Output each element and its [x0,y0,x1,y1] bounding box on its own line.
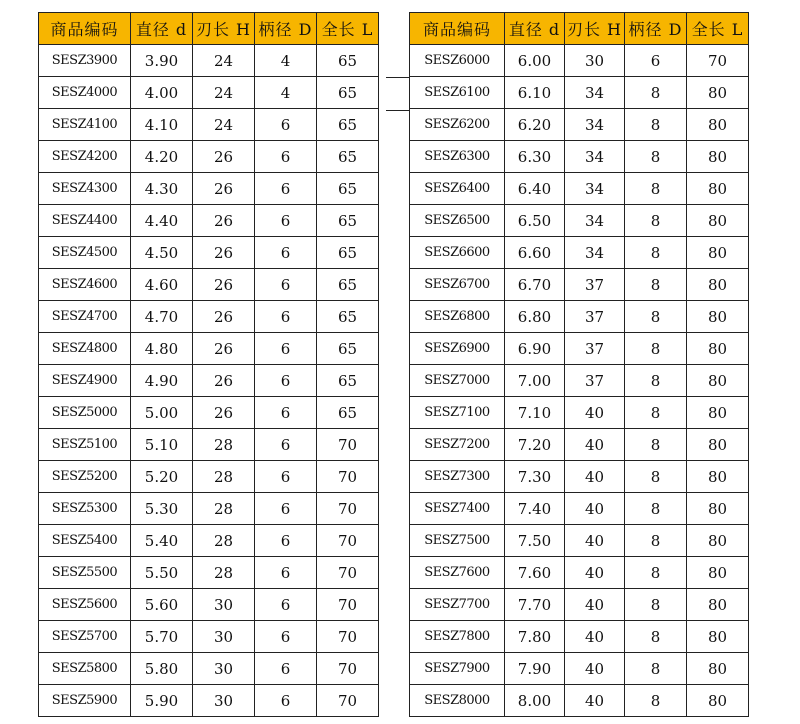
header-blade-length: 刃长 H [193,13,255,45]
table-row [39,109,379,141]
header-product-code: 商品编码 [39,13,131,45]
blade-length-cell: 28 [193,461,255,493]
shank-diameter-cell: 6 [255,333,317,365]
diameter-cell: 4.10 [131,109,193,141]
blade-length-cell: 26 [193,397,255,429]
table-row [39,525,379,557]
overall-length-cell: 65 [317,173,379,205]
blade-length-cell: 40 [565,429,625,461]
blade-length-cell: 24 [193,45,255,77]
overall-length-cell: 80 [687,525,749,557]
diameter-cell: 4.30 [131,173,193,205]
overall-length-cell: 70 [317,621,379,653]
overall-length-cell: 80 [687,77,749,109]
shank-diameter-cell: 8 [625,141,687,173]
blade-length-cell: 37 [565,269,625,301]
diameter-cell: 7.00 [505,365,565,397]
blade-length-cell: 37 [565,365,625,397]
table-row [410,685,749,717]
blade-length-cell: 24 [193,77,255,109]
shank-diameter-cell: 8 [625,333,687,365]
blade-length-cell: 26 [193,365,255,397]
shank-diameter-cell: 6 [255,109,317,141]
blade-length-cell: 40 [565,493,625,525]
blade-length-cell: 28 [193,493,255,525]
product-code-cell: SESZ7900 [410,653,505,685]
shank-diameter-cell: 8 [625,269,687,301]
blade-length-cell: 40 [565,557,625,589]
table-row [39,557,379,589]
diameter-cell: 5.20 [131,461,193,493]
product-code-cell: SESZ6700 [410,269,505,301]
table-row [39,589,379,621]
shank-diameter-cell: 6 [255,429,317,461]
blade-length-cell: 40 [565,621,625,653]
product-code-cell: SESZ8000 [410,685,505,717]
table-row [410,461,749,493]
table-row [410,109,749,141]
table-row [39,269,379,301]
shank-diameter-cell: 6 [255,493,317,525]
shank-diameter-cell: 6 [255,365,317,397]
overall-length-cell: 70 [317,493,379,525]
shank-diameter-cell: 8 [625,301,687,333]
product-code-cell: SESZ7400 [410,493,505,525]
table-row [39,237,379,269]
diameter-cell: 7.40 [505,493,565,525]
table-body-right [410,45,749,717]
table-row [410,365,749,397]
diameter-cell: 4.40 [131,205,193,237]
table-row [410,621,749,653]
blade-length-cell: 40 [565,653,625,685]
product-code-cell: SESZ5000 [39,397,131,429]
blade-length-cell: 30 [193,589,255,621]
table-row [39,653,379,685]
blade-length-cell: 34 [565,237,625,269]
shank-diameter-cell: 8 [625,397,687,429]
table-row [410,589,749,621]
blade-length-cell: 34 [565,109,625,141]
product-code-cell: SESZ6100 [410,77,505,109]
table-row [410,301,749,333]
product-code-cell: SESZ7700 [410,589,505,621]
diameter-cell: 6.00 [505,45,565,77]
shank-diameter-cell: 6 [255,397,317,429]
spec-table-left [38,12,379,717]
product-code-cell: SESZ5900 [39,685,131,717]
table-row [39,45,379,77]
shank-diameter-cell: 8 [625,237,687,269]
diameter-cell: 7.80 [505,621,565,653]
shank-diameter-cell: 8 [625,461,687,493]
overall-length-cell: 80 [687,141,749,173]
diameter-cell: 5.60 [131,589,193,621]
shank-diameter-cell: 8 [625,685,687,717]
product-code-cell: SESZ4500 [39,237,131,269]
shank-diameter-cell: 8 [625,621,687,653]
product-code-cell: SESZ4600 [39,269,131,301]
diameter-cell: 4.00 [131,77,193,109]
product-code-cell: SESZ6500 [410,205,505,237]
overall-length-cell: 80 [687,173,749,205]
shank-diameter-cell: 8 [625,557,687,589]
diameter-cell: 6.20 [505,109,565,141]
overall-length-cell: 65 [317,205,379,237]
blade-length-cell: 34 [565,173,625,205]
diameter-cell: 7.70 [505,589,565,621]
blade-length-cell: 28 [193,525,255,557]
shank-diameter-cell: 8 [625,429,687,461]
table-row [410,493,749,525]
product-code-cell: SESZ4200 [39,141,131,173]
diameter-cell: 6.60 [505,237,565,269]
blade-length-cell: 34 [565,77,625,109]
diameter-cell: 3.90 [131,45,193,77]
shank-diameter-cell: 8 [625,173,687,205]
blade-length-cell: 40 [565,685,625,717]
diameter-cell: 6.80 [505,301,565,333]
shank-diameter-cell: 8 [625,205,687,237]
diameter-cell: 4.50 [131,237,193,269]
diameter-cell: 4.20 [131,141,193,173]
overall-length-cell: 80 [687,461,749,493]
product-code-cell: SESZ7100 [410,397,505,429]
overall-length-cell: 70 [317,557,379,589]
blade-length-cell: 26 [193,141,255,173]
product-code-cell: SESZ5100 [39,429,131,461]
diameter-cell: 6.10 [505,77,565,109]
blade-length-cell: 34 [565,205,625,237]
header-overall-length: 全长 L [687,13,749,45]
overall-length-cell: 65 [317,301,379,333]
overall-length-cell: 70 [687,45,749,77]
product-code-cell: SESZ7300 [410,461,505,493]
table-row [39,301,379,333]
header-product-code: 商品编码 [410,13,505,45]
header-shank-diameter: 柄径 D [255,13,317,45]
diameter-cell: 4.90 [131,365,193,397]
diameter-cell: 8.00 [505,685,565,717]
product-code-cell: SESZ5700 [39,621,131,653]
product-code-cell: SESZ4100 [39,109,131,141]
overall-length-cell: 65 [317,109,379,141]
table-row [410,397,749,429]
product-code-cell: SESZ5600 [39,589,131,621]
table-row [410,45,749,77]
table-row [410,333,749,365]
diameter-cell: 6.50 [505,205,565,237]
diameter-cell: 5.00 [131,397,193,429]
table-row [39,493,379,525]
blade-length-cell: 34 [565,141,625,173]
product-code-cell: SESZ6900 [410,333,505,365]
blade-length-cell: 24 [193,109,255,141]
shank-diameter-cell: 6 [255,205,317,237]
product-code-cell: SESZ7800 [410,621,505,653]
product-code-cell: SESZ5500 [39,557,131,589]
shank-diameter-cell: 8 [625,525,687,557]
blade-length-cell: 26 [193,269,255,301]
table-row [39,365,379,397]
table-row [410,173,749,205]
shank-diameter-cell: 4 [255,77,317,109]
blade-length-cell: 28 [193,429,255,461]
overall-length-cell: 80 [687,269,749,301]
blade-length-cell: 28 [193,557,255,589]
blade-length-cell: 30 [565,45,625,77]
table-row [39,333,379,365]
diameter-cell: 5.50 [131,557,193,589]
product-code-cell: SESZ6300 [410,141,505,173]
blade-length-cell: 40 [565,589,625,621]
diameter-cell: 5.40 [131,525,193,557]
diameter-cell: 6.40 [505,173,565,205]
table-row [410,77,749,109]
overall-length-cell: 65 [317,77,379,109]
table-row [410,653,749,685]
table-row [39,173,379,205]
overall-length-cell: 80 [687,365,749,397]
product-code-cell: SESZ4300 [39,173,131,205]
table-row [410,237,749,269]
table-row [410,205,749,237]
product-code-cell: SESZ5200 [39,461,131,493]
shank-diameter-cell: 6 [255,557,317,589]
overall-length-cell: 80 [687,205,749,237]
diameter-cell: 5.70 [131,621,193,653]
product-code-cell: SESZ3900 [39,45,131,77]
shank-diameter-cell: 6 [255,141,317,173]
header-shank-diameter: 柄径 D [625,13,687,45]
diameter-cell: 7.60 [505,557,565,589]
shank-diameter-cell: 6 [255,173,317,205]
overall-length-cell: 70 [317,525,379,557]
overall-length-cell: 80 [687,653,749,685]
shank-diameter-cell: 8 [625,77,687,109]
diameter-cell: 4.70 [131,301,193,333]
table-row [39,77,379,109]
overall-length-cell: 80 [687,493,749,525]
overall-length-cell: 80 [687,621,749,653]
table-row [410,269,749,301]
diameter-cell: 7.90 [505,653,565,685]
product-code-cell: SESZ4900 [39,365,131,397]
blade-length-cell: 40 [565,397,625,429]
blade-length-cell: 40 [565,461,625,493]
blade-length-cell: 26 [193,333,255,365]
product-code-cell: SESZ7000 [410,365,505,397]
diameter-cell: 5.10 [131,429,193,461]
blade-length-cell: 26 [193,173,255,205]
table-row [39,685,379,717]
diameter-cell: 7.20 [505,429,565,461]
shank-diameter-cell: 6 [255,525,317,557]
blade-length-cell: 37 [565,301,625,333]
product-code-cell: SESZ5300 [39,493,131,525]
table-row [39,621,379,653]
table-row [410,429,749,461]
shank-diameter-cell: 8 [625,109,687,141]
blade-length-cell: 30 [193,685,255,717]
blade-length-cell: 30 [193,653,255,685]
product-code-cell: SESZ7500 [410,525,505,557]
diameter-cell: 6.30 [505,141,565,173]
diameter-cell: 4.80 [131,333,193,365]
table-row [39,141,379,173]
diameter-cell: 7.50 [505,525,565,557]
overall-length-cell: 80 [687,237,749,269]
overall-length-cell: 70 [317,429,379,461]
header-diameter: 直径 d [505,13,565,45]
product-code-cell: SESZ4800 [39,333,131,365]
table-row [39,205,379,237]
blade-length-cell: 30 [193,621,255,653]
overall-length-cell: 65 [317,397,379,429]
blade-length-cell: 40 [565,525,625,557]
overall-length-cell: 80 [687,685,749,717]
overall-length-cell: 65 [317,141,379,173]
shank-diameter-cell: 8 [625,653,687,685]
overall-length-cell: 65 [317,365,379,397]
overall-length-cell: 65 [317,45,379,77]
overall-length-cell: 70 [317,653,379,685]
shank-diameter-cell: 8 [625,493,687,525]
table-row [410,557,749,589]
overall-length-cell: 80 [687,301,749,333]
header-overall-length: 全长 L [317,13,379,45]
header-diameter: 直径 d [131,13,193,45]
product-code-cell: SESZ4700 [39,301,131,333]
table-connector-line [386,77,409,111]
product-code-cell: SESZ6400 [410,173,505,205]
diameter-cell: 7.30 [505,461,565,493]
overall-length-cell: 80 [687,333,749,365]
overall-length-cell: 70 [317,461,379,493]
product-code-cell: SESZ4000 [39,77,131,109]
table-row [39,429,379,461]
diameter-cell: 6.70 [505,269,565,301]
product-code-cell: SESZ5800 [39,653,131,685]
diameter-cell: 4.60 [131,269,193,301]
blade-length-cell: 37 [565,333,625,365]
product-code-cell: SESZ4400 [39,205,131,237]
overall-length-cell: 65 [317,269,379,301]
overall-length-cell: 80 [687,589,749,621]
overall-length-cell: 80 [687,429,749,461]
shank-diameter-cell: 6 [255,301,317,333]
header-row [39,13,379,45]
table-row [39,397,379,429]
shank-diameter-cell: 6 [255,685,317,717]
product-code-cell: SESZ5400 [39,525,131,557]
table-row [410,141,749,173]
diameter-cell: 5.90 [131,685,193,717]
diameter-cell: 7.10 [505,397,565,429]
overall-length-cell: 65 [317,237,379,269]
header-row [410,13,749,45]
spec-table-right [409,12,749,717]
diameter-cell: 5.30 [131,493,193,525]
product-code-cell: SESZ6800 [410,301,505,333]
shank-diameter-cell: 8 [625,589,687,621]
blade-length-cell: 26 [193,205,255,237]
overall-length-cell: 70 [317,685,379,717]
table-body-left [39,45,379,717]
shank-diameter-cell: 8 [625,365,687,397]
overall-length-cell: 80 [687,557,749,589]
table-row [410,525,749,557]
blade-length-cell: 26 [193,237,255,269]
diameter-cell: 5.80 [131,653,193,685]
diameter-cell: 6.90 [505,333,565,365]
product-code-cell: SESZ7200 [410,429,505,461]
overall-length-cell: 80 [687,109,749,141]
shank-diameter-cell: 6 [255,269,317,301]
table-row [39,461,379,493]
overall-length-cell: 80 [687,397,749,429]
shank-diameter-cell: 6 [255,653,317,685]
shank-diameter-cell: 6 [255,589,317,621]
shank-diameter-cell: 6 [255,621,317,653]
blade-length-cell: 26 [193,301,255,333]
product-code-cell: SESZ6600 [410,237,505,269]
product-code-cell: SESZ6000 [410,45,505,77]
shank-diameter-cell: 4 [255,45,317,77]
product-code-cell: SESZ6200 [410,109,505,141]
product-code-cell: SESZ7600 [410,557,505,589]
shank-diameter-cell: 6 [255,461,317,493]
shank-diameter-cell: 6 [255,237,317,269]
overall-length-cell: 70 [317,589,379,621]
overall-length-cell: 65 [317,333,379,365]
header-blade-length: 刃长 H [565,13,625,45]
shank-diameter-cell: 6 [625,45,687,77]
